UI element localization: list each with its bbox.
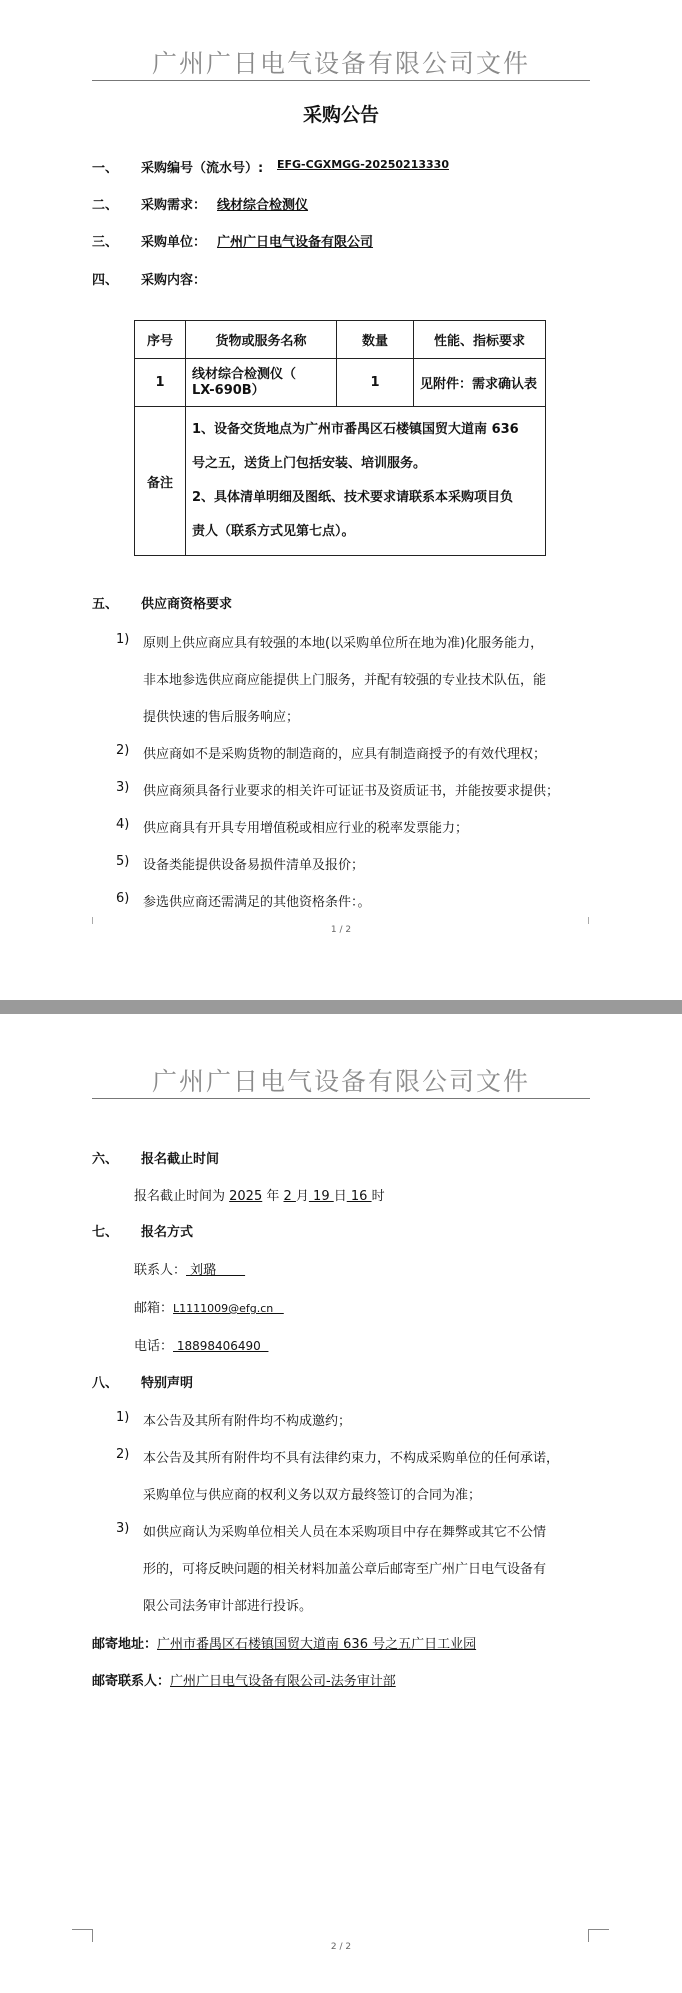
page-header: 广州广日电气设备有限公司文件 <box>151 1067 530 1096</box>
note-line: 2、具体清单明细及图纸、技术要求请联系本采购项目负 <box>192 490 514 505</box>
deadline-day-unit: 日 <box>333 1189 347 1204</box>
contact-email <box>134 1297 284 1316</box>
crop-mark <box>588 1929 609 1942</box>
list-item-line: 提供快速的售后服务响应； <box>143 710 300 725</box>
list-item-number: 1) <box>116 1410 130 1425</box>
deadline-year: 2025 <box>229 1189 263 1204</box>
list-item-line: 供应商如不是采购货物的制造商的，应具有制造商授予的有效代理权； <box>143 747 547 762</box>
phone-label: 电话： <box>134 1339 174 1354</box>
document-page-2 <box>0 1014 682 1993</box>
deadline-month-unit: 月 <box>295 1189 309 1204</box>
header-cell: 货物或服务名称 <box>186 321 337 359</box>
deadline-year-unit: 年 <box>262 1189 284 1204</box>
contact-phone <box>134 1335 268 1354</box>
list-item-number: 2) <box>116 743 130 758</box>
list-item-number: 1) <box>116 632 130 647</box>
section-8-number: 八、 <box>92 1376 119 1391</box>
procurement-demand: 线材综合检测仪 <box>217 198 309 213</box>
section-5-number: 五、 <box>92 597 119 612</box>
item-name-line: 线材综合检测仪（ <box>192 366 297 382</box>
list-item-number: 3) <box>116 780 130 795</box>
section-4-label: 采购内容： <box>141 273 207 288</box>
deadline-text <box>134 1185 385 1204</box>
table-header-row <box>135 321 546 359</box>
row-number: 1 <box>135 359 186 407</box>
list-item-line: 本公告及其所有附件均不具有法律约束力，不构成采购单位的任何承诺， <box>143 1451 560 1466</box>
mailing-contact-value: 广州广日电气设备有限公司-法务审计部 <box>170 1674 396 1689</box>
mailing-address-label: 邮寄地址： <box>92 1637 158 1652</box>
note-line: 1、设备交货地点为广州市番禺区石楼镇国贸大道南 636 <box>192 422 519 437</box>
email-label: 邮箱： <box>134 1301 174 1316</box>
list-item-line: 采购单位与供应商的权利义务以双方最终签订的合同为准； <box>143 1488 482 1503</box>
section-7-number: 七、 <box>92 1225 119 1240</box>
document-title: 采购公告 <box>302 104 379 126</box>
section-3-label: 采购单位： <box>141 235 207 250</box>
crop-mark <box>72 1929 93 1942</box>
mailing-contact-label: 邮寄联系人： <box>92 1674 171 1689</box>
page-number: 1 / 2 <box>330 925 352 935</box>
deadline-day: 19 <box>308 1189 334 1204</box>
deadline-month: 2 <box>283 1189 296 1204</box>
header-cell: 性能、指标要求 <box>414 321 546 359</box>
list-item-line: 供应商具有开具专用增值税或相应行业的税率发票能力； <box>143 821 469 836</box>
note-line: 号之五，送货上门包括安装、培训服务。 <box>192 456 427 471</box>
contact-person <box>134 1259 245 1278</box>
deadline-prefix: 报名截止时间为 <box>134 1189 230 1204</box>
page-separator <box>0 1000 682 1014</box>
header-cell: 序号 <box>135 321 186 359</box>
header-cell: 数量 <box>337 321 414 359</box>
deadline-hour: 16 <box>346 1189 372 1204</box>
page-number: 2 / 2 <box>330 1942 352 1952</box>
page-header: 广州广日电气设备有限公司文件 <box>151 49 530 78</box>
list-item-line: 非本地参选供应商应能提供上门服务，并配有较强的专业技术队伍，能 <box>143 673 547 688</box>
procurement-table <box>134 320 546 556</box>
contact-label: 联系人： <box>134 1263 187 1278</box>
mailing-contact <box>92 1670 396 1689</box>
phone-value: 18898406490 <box>173 1339 269 1353</box>
section-7-label: 报名方式 <box>141 1225 194 1240</box>
section-6-number: 六、 <box>92 1152 119 1167</box>
list-item-line: 设备类能提供设备易损件清单及报价； <box>143 858 365 873</box>
section-8-label: 特别声明 <box>141 1376 194 1391</box>
list-item-line: 本公告及其所有附件均不构成邀约； <box>143 1414 352 1429</box>
margin-mark <box>588 917 589 924</box>
margin-mark <box>92 917 93 924</box>
list-item-number: 5) <box>116 854 130 869</box>
section-4-number: 四、 <box>92 273 119 288</box>
row-quantity: 1 <box>337 359 414 407</box>
section-6-label: 报名截止时间 <box>141 1152 220 1167</box>
note-label: 备注 <box>135 407 186 556</box>
table-note-row <box>135 407 546 556</box>
header-divider <box>92 80 590 81</box>
list-item-line: 供应商须具备行业要求的相关许可证证书及资质证书，并能按要求提供； <box>143 784 560 799</box>
row-item-name <box>186 359 337 407</box>
header-divider <box>92 1098 590 1099</box>
table-row <box>135 359 546 407</box>
section-1-number: 一、 <box>92 161 119 176</box>
section-2-number: 二、 <box>92 198 119 213</box>
section-1-label: 采购编号（流水号）: <box>141 161 264 176</box>
mailing-address <box>92 1633 476 1652</box>
row-spec: 见附件：需求确认表 <box>414 359 546 407</box>
section-3-number: 三、 <box>92 235 119 250</box>
contact-value: 刘璐 <box>186 1263 246 1278</box>
deadline-hour-unit: 时 <box>371 1189 385 1204</box>
mailing-address-value: 广州市番禺区石楼镇国贸大道南 636 号之五广日工业园 <box>157 1637 477 1652</box>
list-item-number: 4) <box>116 817 130 832</box>
note-line: 责人（联系方式见第七点）。 <box>192 524 355 539</box>
list-item-line: 原则上供应商应具有较强的本地(以采购单位所在地为准)化服务能力， <box>143 636 544 651</box>
email-value: L1111009@efg.cn <box>173 1302 284 1315</box>
section-5-label: 供应商资格要求 <box>141 597 233 612</box>
list-item-line: 如供应商认为采购单位相关人员在本采购项目中存在舞弊或其它不公情 <box>143 1525 547 1540</box>
procurement-unit: 广州广日电气设备有限公司 <box>217 235 374 250</box>
list-item-number: 3) <box>116 1521 130 1536</box>
section-2-label: 采购需求： <box>141 198 207 213</box>
list-item-number: 6) <box>116 891 130 906</box>
item-name-line: LX-690B） <box>192 382 265 398</box>
list-item-line: 形的，可将反映问题的相关材料加盖公章后邮寄至广州广日电气设备有 <box>143 1562 547 1577</box>
list-item-line: 参选供应商还需满足的其他资格条件：。 <box>143 895 371 910</box>
list-item-number: 2) <box>116 1447 130 1462</box>
procurement-number: EFG-CGXMGG-20250213330 <box>277 158 449 171</box>
list-item-line: 限公司法务审计部进行投诉。 <box>143 1599 313 1614</box>
note-content <box>186 407 546 556</box>
